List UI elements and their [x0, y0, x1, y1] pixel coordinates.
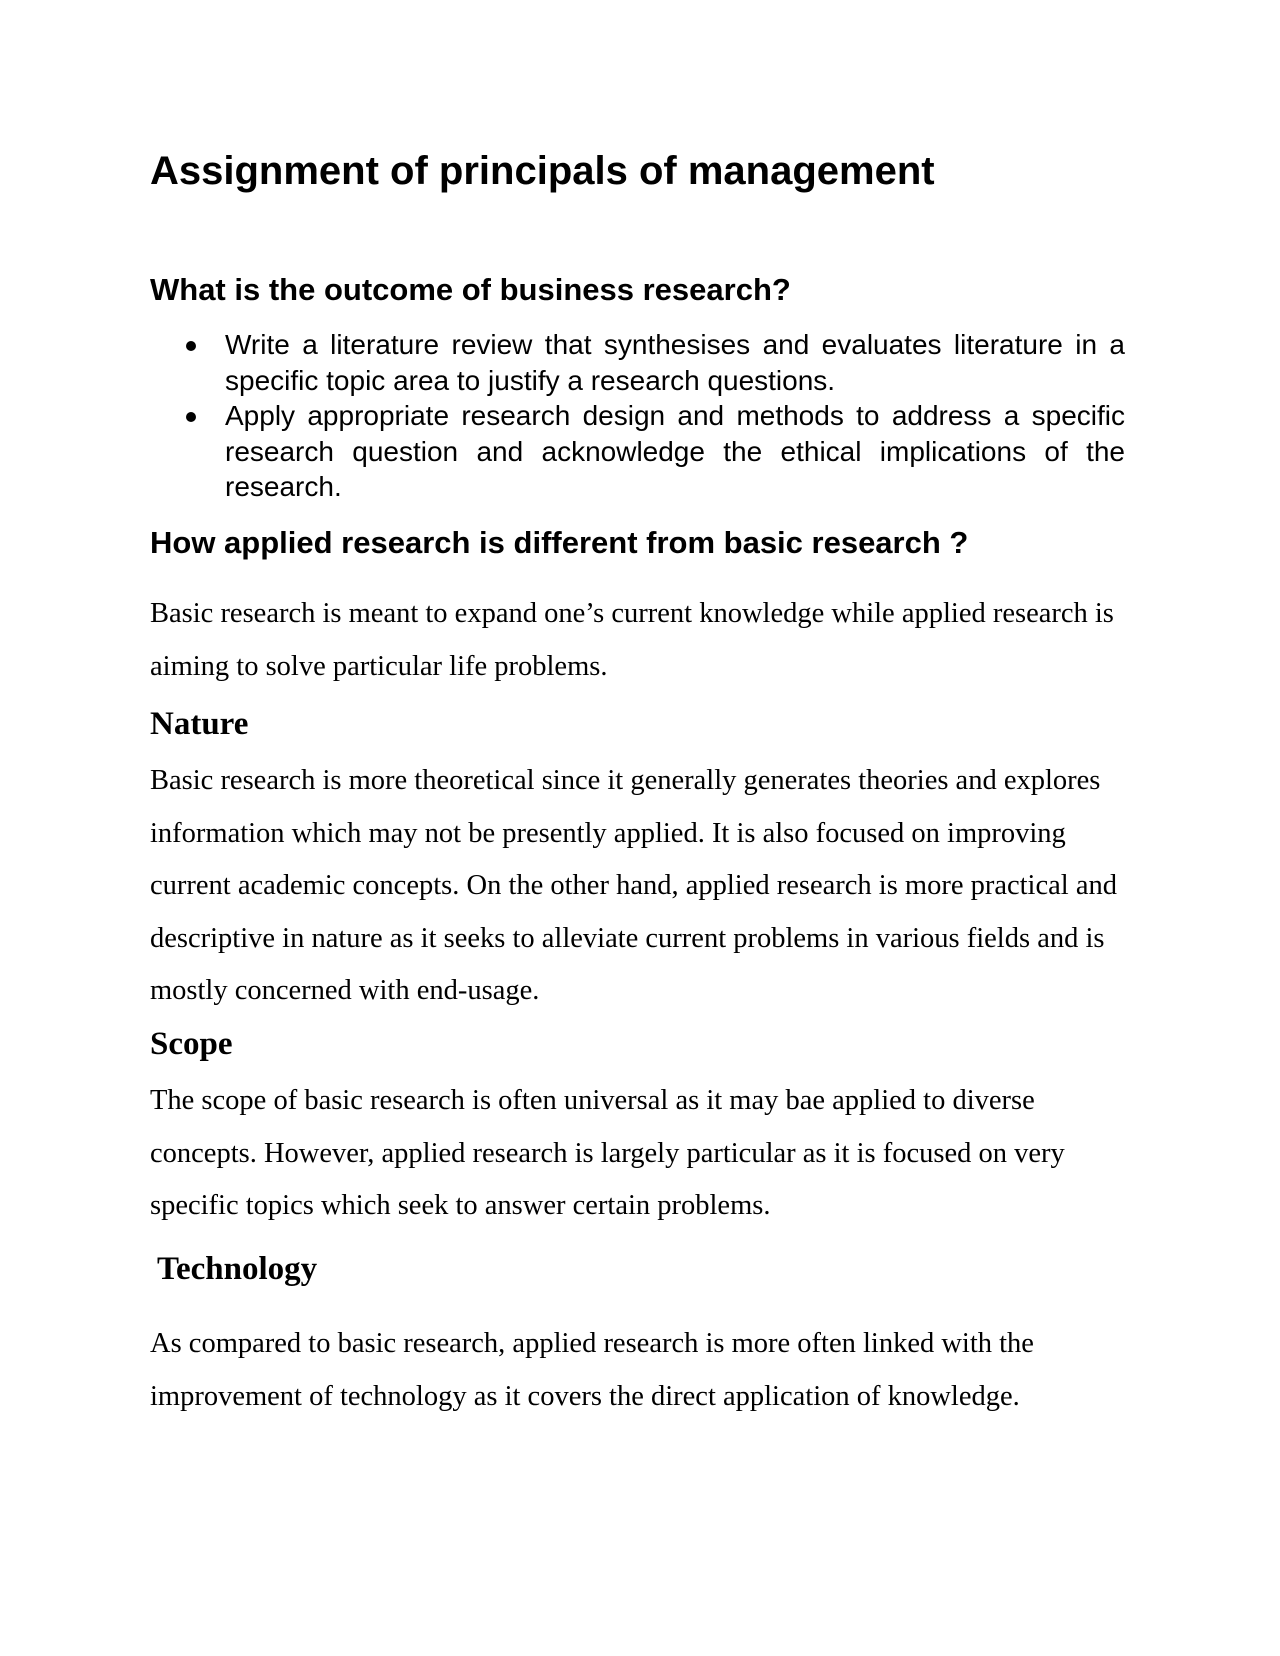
- list-item: [0, 398, 1280, 505]
- subheading-nature: Nature: [150, 706, 249, 742]
- subheading-technology: Technology: [157, 1251, 318, 1287]
- bullet-icon: [186, 341, 196, 351]
- bullet-icon: [186, 412, 196, 422]
- document-title: Assignment of principals of management: [150, 149, 935, 193]
- intro-paragraph: Basic research is meant to expand one’s current knowledge while applied research is aiming to solve particular life problems.: [150, 598, 1114, 682]
- list-item: [0, 327, 1280, 398]
- scope-paragraph: The scope of basic research is often universal as it may bae applied to diverse concepts. However, applied research is largely particular as it is focused on very specific topics which seek to answer certain problems.: [150, 1085, 1065, 1221]
- list-item-text: Write a literature review that synthesises and evaluates literature in a specific topic area to justify a research questions.: [225, 329, 1125, 396]
- list-item-text: Apply appropriate research design and methods to address a specific research question and acknowledge the ethical implications of the research.: [225, 400, 1125, 502]
- section-heading-applied-vs-basic: How applied research is different from basic research ?: [150, 525, 969, 560]
- subheading-scope: Scope: [150, 1026, 233, 1062]
- section-heading-outcome: What is the outcome of business research?: [150, 272, 791, 307]
- nature-paragraph: Basic research is more theoretical since it generally generates theories and explores information which may not be presently applied. It is also focused on improving current academic concepts. On the other hand, applied research is more practical and descriptive in nature as it seeks to alleviate current problems in various fields and is mostly concerned with end-usage.: [150, 765, 1117, 1006]
- technology-paragraph: As compared to basic research, applied research is more often linked with the improvement of technology as it covers the direct application of knowledge.: [150, 1328, 1034, 1412]
- outcome-bullet-list: [0, 327, 1280, 505]
